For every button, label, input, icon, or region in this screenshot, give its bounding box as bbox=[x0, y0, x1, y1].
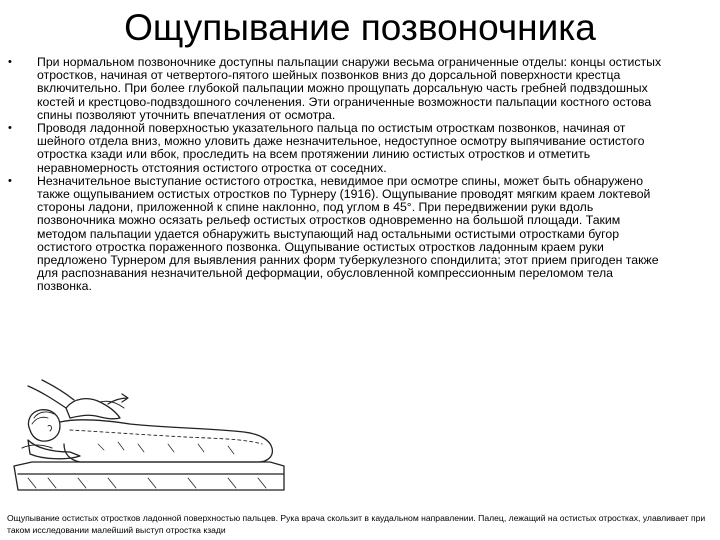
doctor-forearm bbox=[28, 380, 74, 408]
bullet-dot: • bbox=[8, 174, 12, 187]
bullet-dot: • bbox=[8, 122, 12, 135]
patient-back bbox=[60, 420, 272, 462]
bullet-item-2 bbox=[8, 122, 664, 175]
bullet-list bbox=[8, 56, 664, 294]
bullet-text-1: При нормальном позвоночнике доступны пальпации снаружи весьма ограниченные отделы: концы остистых отростков, начиная от четвертого-пятого шейных позвонков вниз до дорсальной поверхности крестца включительно. При более глубокой пальпации можно прощупать дорсальную часть гребней подвздошных костей и крестцово-подвздошного сочленения. Эти ограниченные возможности пальпации костного остова спины позволяют уточнить впечатления от осмотра. bbox=[37, 55, 662, 122]
bullet-text-3: Незначительное выступание остистого отростка, невидимое при осмотре спины, может быть обнаружено также ощупыванием остистых отростков по Турнеру (1916). Ощупывание проводят мягким краем локтевой стороны ладони, приложенной к спине наклонно, под углом в 45°. При передвижении руки вдоль позвоночника можно осязать рельеф остистых отростков одновременно на большой площади. Таким методом пальпации удается обнаружить выступающий над остальными остистыми отростками бугор остистого отростка пораженного позвонка. Ощупывание остистых отростков ладонным краем руки предложено Турнером для выявления ранних форм туберкулезного спондилита; этот прием пригоден также для распознавания незначительной деформации, обусловленной компрессионным переломом тела позвонка. bbox=[37, 173, 659, 294]
couch-hatching bbox=[28, 478, 266, 488]
patient-arm bbox=[28, 440, 80, 459]
patient-hair bbox=[32, 412, 54, 424]
bullet-item-1 bbox=[8, 56, 664, 122]
patient-spine-line bbox=[70, 430, 262, 444]
bullet-item-3 bbox=[8, 175, 664, 294]
page-title: Ощупывание позвоночника bbox=[124, 7, 596, 48]
direction-arrow bbox=[108, 394, 128, 404]
figure-caption: Ощупывание остистых отростков ладонной поверхностью пальцев. Рука врача скользит в каудальном направлении. Палец, лежащий на остистых отростках, улавливает при таком исследовании малейший выступ отростка кзади bbox=[7, 513, 706, 535]
bullet-dot: • bbox=[8, 56, 12, 68]
spine-palpation-illustration bbox=[8, 378, 318, 492]
patient-ear bbox=[48, 425, 51, 431]
patient-shading bbox=[98, 442, 234, 454]
bullet-text-2: Проводя ладонной поверхностью указательного пальца по остистым отросткам позвонков, начиная от шейного отдела вниз, можно уловить даже незначительное, недоступное осмотру выпячивание остистого отростка кзади или вбок, проследить на всем протяжении линию остистых отростков и отметить неравномерность отстояния остистого отростка от соседних. bbox=[37, 121, 645, 175]
patient-head bbox=[28, 410, 60, 441]
